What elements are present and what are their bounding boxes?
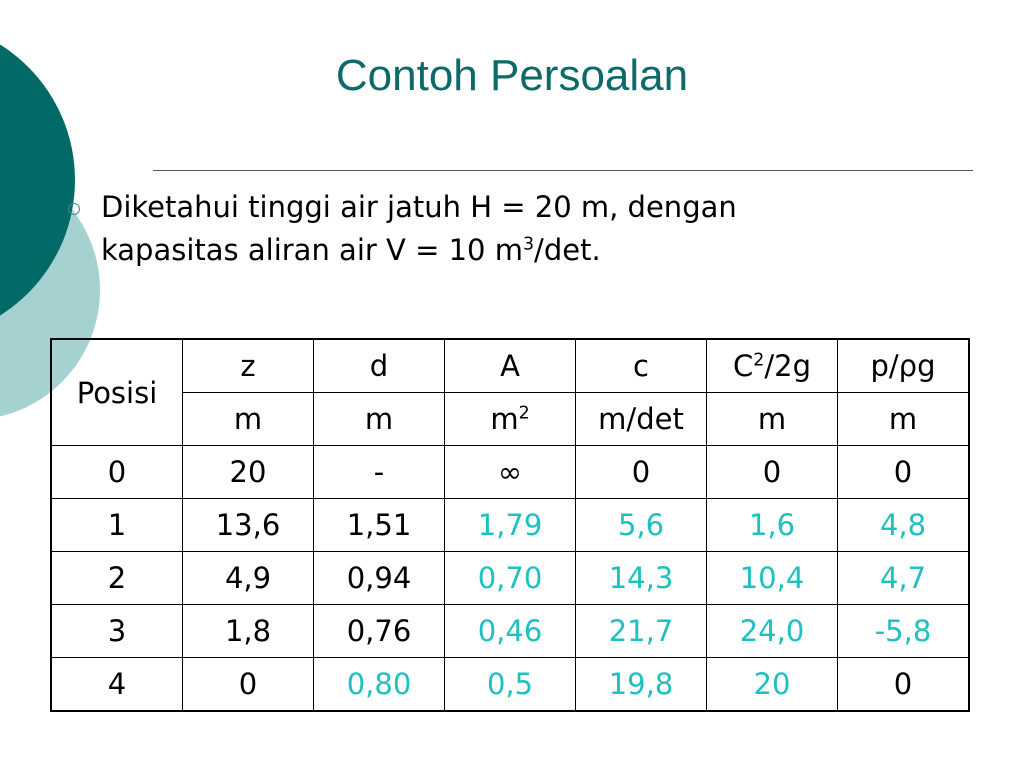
cell-z: 20 [183,446,314,499]
table-row [51,552,969,605]
cell-a: 0,46 [445,605,576,658]
title-divider [153,170,973,171]
cell-z: 4,9 [183,552,314,605]
cell-pos: 3 [51,605,183,658]
table-row [51,605,969,658]
cell-pos: 2 [51,552,183,605]
cell-p: 0 [838,446,970,499]
table-units-row [51,393,969,446]
cell-pos: 0 [51,446,183,499]
cell-z: 13,6 [183,499,314,552]
cell-a: ∞ [445,446,576,499]
cell-z: 1,8 [183,605,314,658]
header-a: A [445,339,576,393]
header-posisi: Posisi [51,339,183,446]
cell-p: 4,8 [838,499,970,552]
cell-c2: 20 [707,658,838,712]
cell-d: 0,76 [314,605,445,658]
header-c: c [576,339,707,393]
cell-p: 4,7 [838,552,970,605]
table-row [51,446,969,499]
unit-a: $m^2$ [445,393,576,446]
table-header-row [51,339,969,393]
cell-pos: 1 [51,499,183,552]
header-z: z [183,339,314,393]
cell-a: 0,5 [445,658,576,712]
cell-c2: 0 [707,446,838,499]
header-p-rho-g: p/ρg [838,339,970,393]
table-row [51,658,969,712]
cell-d: 0,80 [314,658,445,712]
cell-a: 0,70 [445,552,576,605]
cell-c: 14,3 [576,552,707,605]
slide-title: Contoh Persoalan [335,51,689,100]
cell-d: 0,94 [314,552,445,605]
cell-c2: 24,0 [707,605,838,658]
cell-c: 0 [576,446,707,499]
unit-p-rho-g: m [838,393,970,446]
header-c2-2g: $C^2/2g$ [707,339,838,393]
cell-c: 5,6 [576,499,707,552]
cell-a: 1,79 [445,499,576,552]
cell-pos: 4 [51,658,183,712]
bullet-circle-icon [68,203,80,215]
cell-c: 21,7 [576,605,707,658]
cell-z: 0 [183,658,314,712]
bullet-line-2-text: kapasitas aliran air V = 10 m [101,233,523,267]
cell-p: -5,8 [838,605,970,658]
header-d: d [314,339,445,393]
unit-c: m/det [576,393,707,446]
cell-c2: 1,6 [707,499,838,552]
data-table [50,338,970,712]
unit-z: m [183,393,314,446]
unit-d: m [314,393,445,446]
bullet-line-2 [101,229,961,272]
cell-d: - [314,446,445,499]
table-row [51,499,969,552]
unit-c2-2g: m [707,393,838,446]
cell-p: 0 [838,658,970,712]
bullet-line-1: Diketahui tinggi air jatuh H = 20 m, dengan [101,190,737,224]
bullet-line-2-superscript: 3 [522,234,535,255]
cell-c2: 10,4 [707,552,838,605]
cell-c: 19,8 [576,658,707,712]
bullet-line-2-suffix: /det. [534,233,601,267]
cell-d: 1,51 [314,499,445,552]
bullet-text [101,186,961,272]
